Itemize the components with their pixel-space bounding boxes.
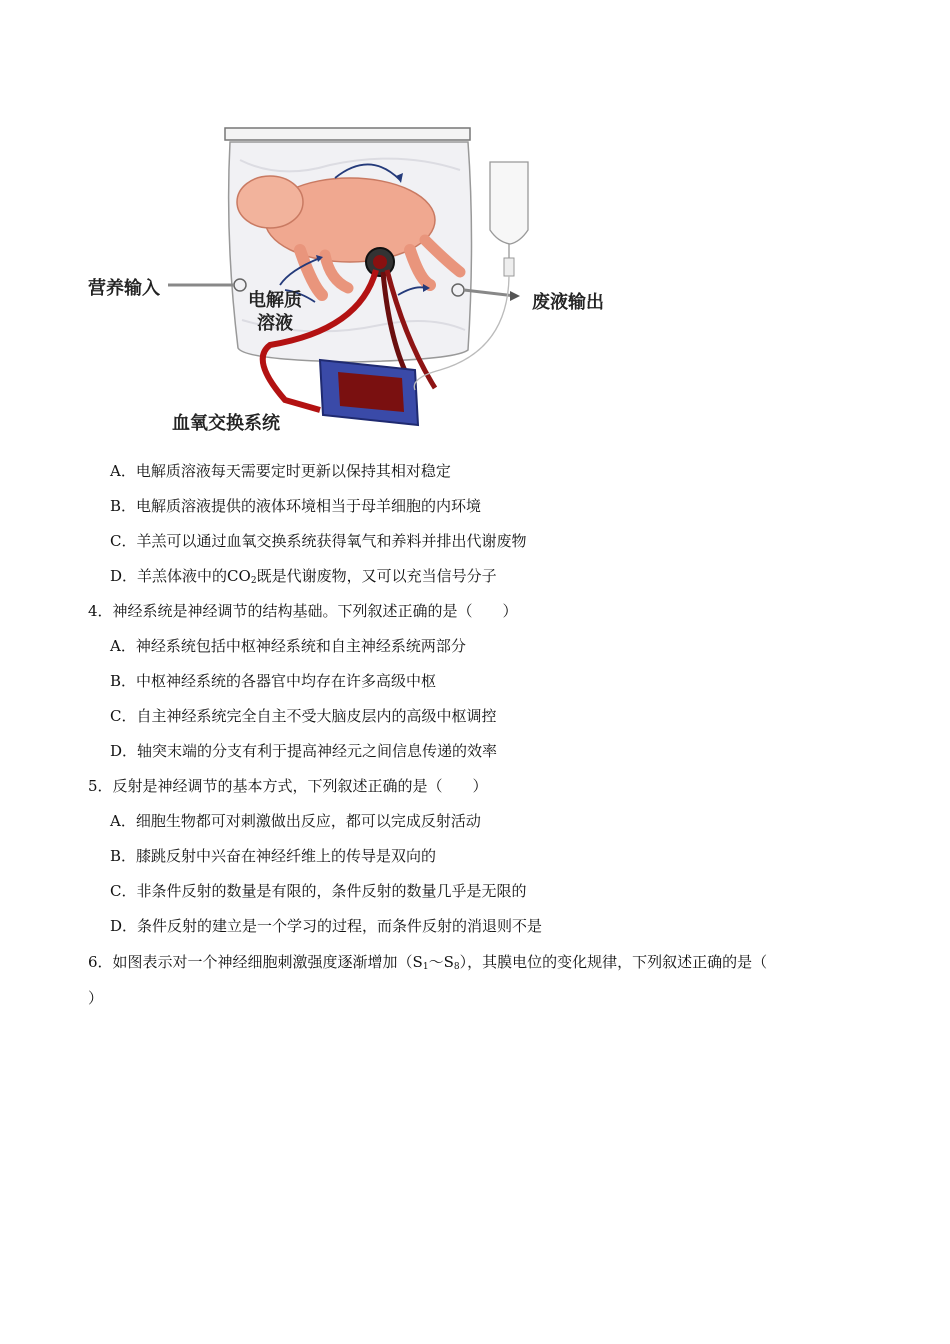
option-text: 电解质溶液提供的液体环境相当于母羊细胞的内环境 <box>136 497 482 515</box>
option-text: 细胞生物都可对刺激做出反应，都可以完成反射活动 <box>135 812 481 830</box>
option-letter: C． <box>110 882 137 900</box>
option-letter: B． <box>110 672 137 690</box>
option-letter: D． <box>110 567 138 585</box>
artificial-womb-figure <box>80 120 640 440</box>
co2-formula: CO <box>227 567 251 585</box>
q3-option-d <box>110 566 497 591</box>
q4-option-b <box>110 671 436 691</box>
q3-option-b <box>110 496 481 516</box>
option-letter: D． <box>110 742 138 760</box>
label-nutrient-input: 营养输入 <box>88 278 160 299</box>
q6-stem-after: ），其膜电位的变化规律，下列叙述正确的是（ <box>459 953 768 971</box>
q5-option-c <box>110 881 527 901</box>
option-letter: A． <box>110 812 136 830</box>
artificial-womb-illustration <box>80 120 640 440</box>
label-waste-output: 废液输出 <box>532 292 604 313</box>
q6-stem-continuation: ） <box>88 989 104 1007</box>
option-text: 神经系统包括中枢神经系统和自主神经系统两部分 <box>135 637 466 655</box>
option-text: 电解质溶液每天需要定时更新以保持其相对稳定 <box>135 462 451 480</box>
option-text: 非条件反射的数量是有限的，条件反射的数量几乎是无限的 <box>136 882 527 900</box>
s8-subscript: 8 <box>453 962 460 972</box>
q3-option-a <box>110 461 451 481</box>
q5-option-a <box>110 811 481 831</box>
option-letter: A． <box>110 462 136 480</box>
option-letter: C． <box>110 707 137 725</box>
label-electrolyte-line2: 溶液 <box>257 313 293 334</box>
q4-option-a <box>110 636 466 656</box>
option-text-before: 羊羔体液中的 <box>137 567 228 585</box>
label-blood-oxygen-system: 血氧交换系统 <box>172 413 280 434</box>
co2-subscript: 2 <box>250 576 257 586</box>
option-text: 自主神经系统完全自主不受大脑皮层内的高级中枢调控 <box>136 707 497 725</box>
q5-option-d <box>110 916 542 936</box>
option-letter: C． <box>110 532 137 550</box>
option-text: 条件反射的建立是一个学习的过程，而条件反射的消退则不是 <box>137 917 543 935</box>
q5-stem: 5．反射是神经调节的基本方式，下列叙述正确的是（ ） <box>88 777 488 795</box>
option-text-after: 既是代谢废物，又可以充当信号分子 <box>256 567 497 585</box>
q5-option-b <box>110 846 436 866</box>
option-text: 中枢神经系统的各器官中均存在许多高级中枢 <box>136 672 437 690</box>
option-letter: B． <box>110 847 137 865</box>
q6-stem <box>88 952 767 977</box>
q3-option-c <box>110 531 527 551</box>
q4-stem: 4．神经系统是神经调节的结构基础。下列叙述正确的是（ ） <box>88 602 518 620</box>
option-letter: A． <box>110 637 136 655</box>
q4-option-d <box>110 741 497 761</box>
q4-option-c <box>110 706 497 726</box>
option-text: 膝跳反射中兴奋在神经纤维上的传导是双向的 <box>136 847 437 865</box>
q6-stem-before: 6．如图表示对一个神经细胞刺激强度逐渐增加（S <box>88 953 423 971</box>
label-electrolyte-line1: 电解质 <box>248 290 302 311</box>
option-text: 轴突末端的分支有利于提高神经元之间信息传递的效率 <box>137 742 498 760</box>
q6-stem-mid: ～S <box>428 953 454 971</box>
option-letter: D． <box>110 917 138 935</box>
option-text: 羊羔可以通过血氧交换系统获得氧气和养料并排出代谢废物 <box>136 532 527 550</box>
option-letter: B． <box>110 497 137 515</box>
s1-subscript: 1 <box>422 962 429 972</box>
